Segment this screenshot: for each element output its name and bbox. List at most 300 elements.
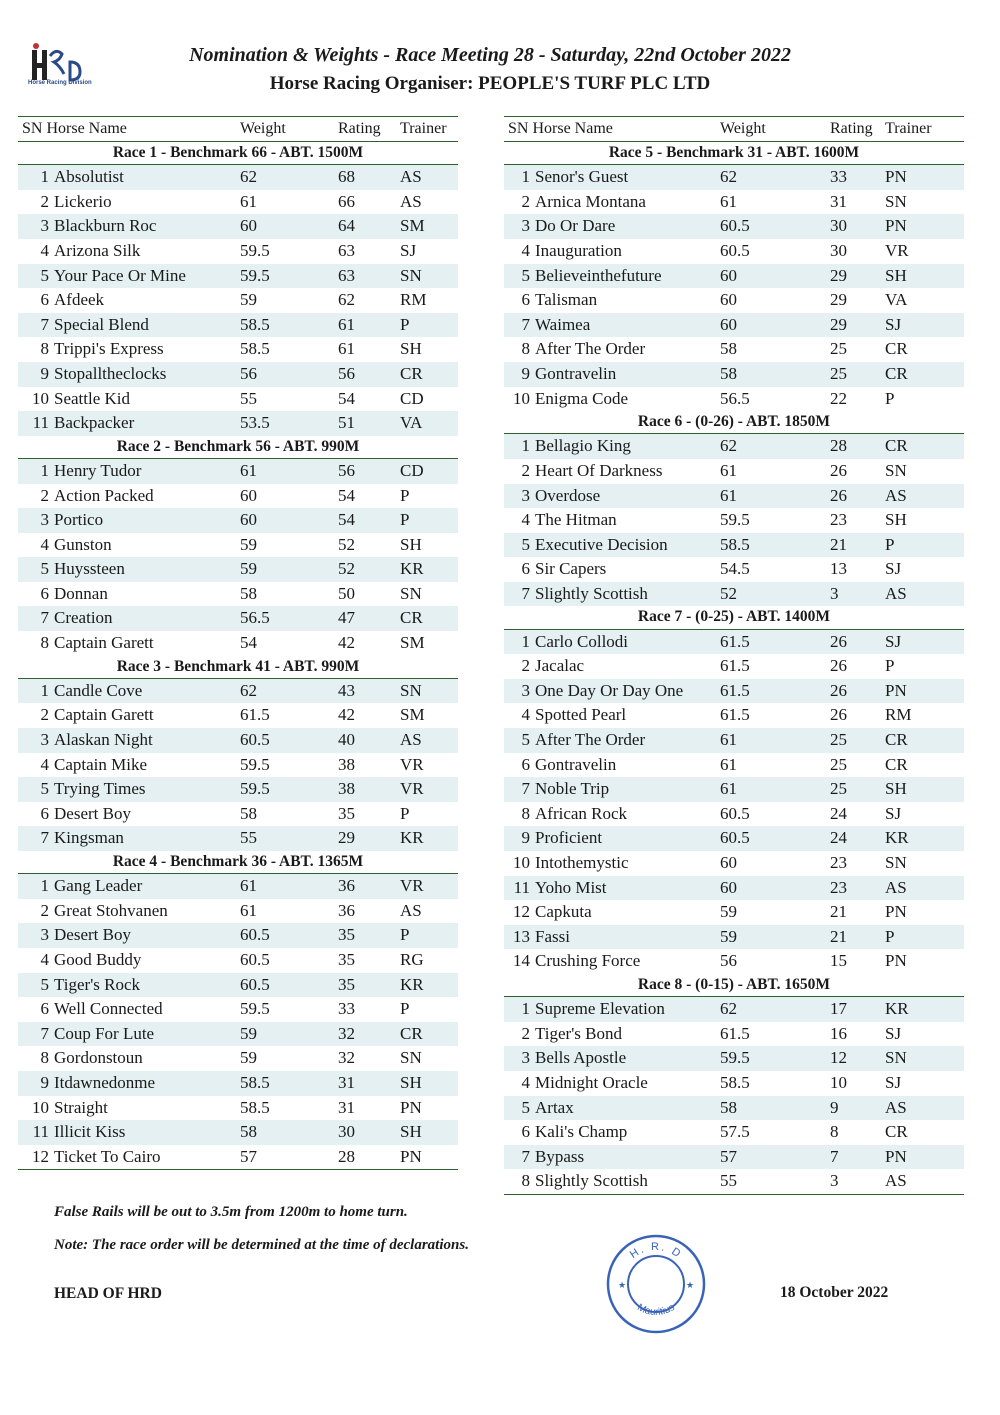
horse-name: Kali's Champ — [535, 1122, 628, 1142]
horse-weight: 60.5 — [240, 925, 270, 945]
horse-name: Sir Capers — [535, 559, 607, 579]
horse-rating: 16 — [830, 1023, 847, 1043]
horse-name: Good Buddy — [54, 949, 142, 969]
horse-rating: 56 — [338, 363, 355, 383]
table-row — [18, 777, 458, 802]
table-row — [504, 826, 964, 851]
horse-name: Henry Tudor — [54, 460, 142, 480]
horse-number: 1 — [521, 631, 530, 651]
svg-text:Mauritius — [635, 1302, 676, 1318]
horse-name: Noble Trip — [535, 779, 610, 799]
horse-number: 6 — [521, 290, 530, 310]
horse-number: 7 — [40, 608, 49, 628]
table-row — [18, 899, 458, 924]
horse-name: Creation — [54, 608, 113, 628]
horse-trainer: AS — [885, 877, 907, 897]
horse-weight: 60 — [720, 290, 737, 310]
table-row — [18, 214, 458, 239]
horse-weight: 61.5 — [720, 705, 750, 725]
horse-trainer: PN — [885, 951, 907, 971]
horse-name: Arizona Silk — [54, 240, 141, 260]
column-header-row — [504, 116, 964, 142]
horse-name: Tiger's Rock — [54, 974, 141, 994]
horse-trainer: SN — [400, 680, 422, 700]
table-row — [18, 826, 458, 851]
horse-number: 5 — [521, 1097, 530, 1117]
horse-number: 3 — [521, 485, 530, 505]
table-end-rule — [18, 1169, 458, 1170]
table-row — [18, 165, 458, 190]
horse-name: Absolutist — [54, 167, 124, 187]
horse-trainer: P — [400, 510, 410, 530]
table-row — [18, 1096, 458, 1121]
horse-number: 7 — [40, 828, 49, 848]
horse-number: 14 — [513, 951, 530, 971]
horse-name: After The Order — [535, 730, 646, 750]
horse-trainer: VA — [400, 413, 423, 433]
table-row — [18, 484, 458, 509]
horse-number: 8 — [521, 1171, 530, 1191]
horse-weight: 57 — [720, 1146, 737, 1166]
horse-rating: 26 — [830, 656, 847, 676]
horse-trainer: PN — [885, 1146, 907, 1166]
horse-rating: 15 — [830, 951, 847, 971]
horse-trainer: SH — [400, 1122, 422, 1142]
column-header-trainer: Trainer — [885, 120, 932, 137]
horse-name: Alaskan Night — [54, 730, 153, 750]
horse-trainer: VR — [400, 876, 424, 896]
horse-weight: 58.5 — [240, 339, 270, 359]
horse-name: Huyssteen — [54, 559, 125, 579]
horse-trainer: SN — [885, 191, 907, 211]
horse-name: Inauguration — [535, 240, 622, 260]
horse-trainer: P — [400, 314, 410, 334]
horse-number: 11 — [32, 1122, 49, 1142]
horse-rating: 29 — [830, 290, 847, 310]
horse-weight: 55 — [240, 388, 257, 408]
table-row — [18, 1120, 458, 1145]
horse-trainer: AS — [885, 583, 907, 603]
table-row — [18, 190, 458, 215]
horse-rating: 43 — [338, 680, 355, 700]
table-row — [18, 802, 458, 827]
table-row — [18, 508, 458, 533]
horse-weight: 52 — [720, 583, 737, 603]
table-row — [504, 264, 964, 289]
horse-name: One Day Or Day One — [535, 680, 684, 700]
horse-weight: 62 — [720, 167, 737, 187]
horse-weight: 61 — [240, 191, 257, 211]
horse-number: 3 — [40, 510, 49, 530]
horse-rating: 25 — [830, 754, 847, 774]
horse-number: 5 — [40, 974, 49, 994]
horse-name: Ticket To Cairo — [54, 1146, 161, 1166]
horse-weight: 61.5 — [720, 656, 750, 676]
table-row — [18, 1145, 458, 1170]
horse-number: 3 — [521, 216, 530, 236]
horse-name: Talisman — [535, 290, 598, 310]
horse-rating: 26 — [830, 705, 847, 725]
horse-trainer: CR — [400, 608, 423, 628]
horse-rating: 51 — [338, 413, 355, 433]
horse-weight: 59 — [240, 1048, 257, 1068]
table-row — [504, 1145, 964, 1170]
horse-trainer: AS — [400, 167, 422, 187]
horse-rating: 42 — [338, 633, 355, 653]
horse-rating: 35 — [338, 803, 355, 823]
table-row — [504, 557, 964, 582]
horse-number: 12 — [513, 902, 530, 922]
horse-number: 6 — [40, 803, 49, 823]
table-row — [504, 1071, 964, 1096]
horse-weight: 58.5 — [720, 1072, 750, 1092]
table-row — [504, 533, 964, 558]
horse-number: 10 — [513, 388, 530, 408]
table-row — [504, 434, 964, 459]
table-row — [18, 288, 458, 313]
horse-weight: 59 — [720, 902, 737, 922]
horse-trainer: SJ — [885, 1023, 902, 1043]
table-row — [504, 239, 964, 264]
horse-weight: 59.5 — [240, 999, 270, 1019]
horse-trainer: SH — [885, 510, 907, 530]
table-row — [18, 313, 458, 338]
horse-rating: 62 — [338, 290, 355, 310]
horse-number: 1 — [40, 167, 49, 187]
horse-weight: 60 — [720, 877, 737, 897]
horse-rating: 23 — [830, 877, 847, 897]
horse-rating: 7 — [830, 1146, 839, 1166]
table-row — [18, 1046, 458, 1071]
horse-name: The Hitman — [535, 510, 617, 530]
horse-weight: 61.5 — [720, 631, 750, 651]
horse-number: 4 — [521, 240, 530, 260]
table-row — [18, 923, 458, 948]
table-row — [18, 703, 458, 728]
column-header-sn_name: SN Horse Name — [22, 120, 127, 137]
horse-name: Slightly Scottish — [535, 583, 648, 603]
horse-number: 7 — [521, 583, 530, 603]
horse-rating: 26 — [830, 680, 847, 700]
column-header-rating: Rating — [338, 120, 381, 137]
race-title: Race 5 - Benchmark 31 - ABT. 1600M — [504, 142, 964, 165]
horse-rating: 32 — [338, 1023, 355, 1043]
table-row — [504, 728, 964, 753]
horse-trainer: P — [400, 803, 410, 823]
horse-weight: 60.5 — [240, 974, 270, 994]
horse-trainer: SN — [885, 1048, 907, 1068]
horse-number: 7 — [521, 779, 530, 799]
horse-name: Carlo Collodi — [535, 631, 629, 651]
stamp-top-text: H. R. D — [627, 1241, 685, 1262]
horse-number: 5 — [40, 779, 49, 799]
horse-rating: 47 — [338, 608, 355, 628]
horse-rating: 42 — [338, 705, 355, 725]
table-row — [18, 387, 458, 412]
horse-weight: 58 — [240, 583, 257, 603]
horse-weight: 59.5 — [240, 754, 270, 774]
svg-text:H. R. D — [628, 1241, 684, 1261]
horse-name: Stopalltheclocks — [54, 363, 167, 383]
horse-name: Your Pace Or Mine — [54, 265, 186, 285]
horse-rating: 64 — [338, 216, 355, 236]
horse-number: 5 — [40, 265, 49, 285]
table-row — [504, 484, 964, 509]
horse-weight: 60.5 — [720, 803, 750, 823]
horse-weight: 59.5 — [240, 779, 270, 799]
horse-trainer: AS — [885, 1171, 907, 1191]
horse-name: Senor's Guest — [535, 167, 629, 187]
horse-name: Bypass — [535, 1146, 585, 1166]
horse-number: 1 — [40, 876, 49, 896]
horse-rating: 28 — [830, 436, 847, 456]
horse-number: 4 — [40, 240, 49, 260]
horse-number: 6 — [521, 559, 530, 579]
horse-trainer: VA — [885, 290, 908, 310]
horse-name: Yoho Mist — [535, 877, 607, 897]
horse-name: Donnan — [54, 583, 108, 603]
horse-number: 2 — [40, 191, 49, 211]
organiser-title: Horse Racing Organiser: PEOPLE'S TURF PLC LTD — [269, 73, 711, 94]
table-row — [18, 631, 458, 656]
table-row — [18, 362, 458, 387]
table-row — [504, 337, 964, 362]
horse-rating: 12 — [830, 1048, 847, 1068]
horse-trainer: PN — [885, 216, 907, 236]
horse-rating: 54 — [338, 485, 355, 505]
horse-name: Bellagio King — [535, 436, 631, 456]
column-header-sn_name: SN Horse Name — [508, 120, 613, 137]
horse-rating: 23 — [830, 853, 847, 872]
horse-rating: 17 — [830, 999, 847, 1019]
horse-number: 6 — [521, 754, 530, 774]
horse-weight: 60 — [720, 853, 737, 872]
horse-weight: 53.5 — [240, 413, 270, 433]
table-row — [18, 679, 458, 704]
horse-trainer: KR — [885, 828, 909, 848]
horse-name: Well Connected — [54, 999, 163, 1019]
horse-trainer: CR — [885, 1122, 908, 1142]
horse-trainer: AS — [400, 900, 422, 920]
horse-rating: 50 — [338, 583, 355, 603]
table-row — [504, 900, 964, 925]
race-title: Race 4 - Benchmark 36 - ABT. 1365M — [18, 851, 458, 874]
horse-trainer: P — [400, 485, 410, 505]
horse-weight: 59.5 — [720, 1048, 750, 1068]
horse-weight: 61 — [240, 460, 257, 480]
horse-rating: 56 — [338, 460, 355, 480]
horse-name: Captain Garett — [54, 705, 154, 725]
table-row — [18, 973, 458, 998]
table-row — [504, 190, 964, 215]
horse-trainer: SN — [885, 853, 907, 872]
horse-name: Arnica Montana — [535, 191, 646, 211]
horse-name: Great Stohvanen — [54, 900, 168, 920]
horse-trainer: CD — [400, 460, 424, 480]
horse-trainer: VR — [885, 240, 909, 260]
horse-trainer: SM — [400, 705, 425, 725]
horse-weight: 59 — [720, 926, 737, 946]
table-row — [504, 1120, 964, 1145]
horse-number: 5 — [40, 559, 49, 579]
table-row — [18, 874, 458, 899]
horse-name: Portico — [54, 510, 104, 530]
horse-weight: 61.5 — [720, 680, 750, 700]
table-row — [504, 997, 964, 1022]
document-date: 18 October 2022 — [780, 1284, 889, 1301]
horse-name: Afdeek — [54, 290, 105, 310]
horse-number: 2 — [521, 656, 530, 676]
table-row — [18, 264, 458, 289]
horse-number: 3 — [40, 925, 49, 945]
horse-trainer: SJ — [400, 240, 417, 260]
horse-trainer: P — [885, 388, 895, 408]
horse-name: Bells Apostle — [535, 1048, 627, 1068]
table-row — [504, 582, 964, 607]
horse-number: 10 — [32, 1097, 49, 1117]
horse-weight: 58 — [240, 1122, 257, 1142]
horse-name: Straight — [54, 1097, 108, 1117]
horse-number: 6 — [40, 583, 49, 603]
race-title: Race 6 - (0-26) - ABT. 1850M — [504, 411, 964, 434]
horse-name: Enigma Code — [535, 388, 629, 408]
horse-trainer: SM — [400, 633, 425, 653]
horse-weight: 57.5 — [720, 1122, 750, 1142]
horse-trainer: SM — [400, 216, 425, 236]
horse-weight: 62 — [720, 436, 737, 456]
horse-name: Intothemystic — [535, 853, 629, 872]
column-header-weight: Weight — [720, 120, 766, 137]
table-row — [18, 533, 458, 558]
horse-number: 5 — [521, 265, 530, 285]
horse-trainer: SH — [400, 339, 422, 359]
table-row — [504, 165, 964, 190]
horse-weight: 58.5 — [720, 534, 750, 554]
table-row — [18, 948, 458, 973]
horse-weight: 56.5 — [240, 608, 270, 628]
table-row — [504, 288, 964, 313]
horse-rating: 52 — [338, 534, 355, 554]
horse-name: Gunston — [54, 534, 112, 554]
horse-name: Candle Cove — [54, 680, 143, 700]
hrd-stamp — [604, 1232, 708, 1336]
horse-name: Waimea — [535, 314, 591, 334]
page-title: Nomination & Weights - Race Meeting 28 - Saturday, 22nd October 2022 — [189, 44, 791, 66]
horse-rating: 25 — [830, 363, 847, 383]
table-row — [504, 508, 964, 533]
horse-weight: 54 — [240, 633, 257, 653]
horse-rating: 36 — [338, 900, 355, 920]
horse-number: 13 — [513, 926, 530, 946]
horse-number: 5 — [521, 534, 530, 554]
horse-number: 9 — [521, 363, 530, 383]
horse-rating: 68 — [338, 167, 355, 187]
horse-number: 10 — [32, 388, 49, 408]
table-row — [504, 753, 964, 778]
horse-number: 1 — [40, 460, 49, 480]
horse-number: 8 — [40, 339, 49, 359]
horse-trainer: SJ — [885, 803, 902, 823]
horse-weight: 60.5 — [720, 828, 750, 848]
horse-weight: 58 — [240, 803, 257, 823]
horse-weight: 57 — [240, 1146, 257, 1166]
horse-trainer: CR — [885, 730, 908, 750]
horse-trainer: KR — [885, 999, 909, 1019]
horse-name: Overdose — [535, 485, 601, 505]
horse-number: 3 — [40, 216, 49, 236]
horse-weight: 59.5 — [720, 510, 750, 530]
horse-weight: 61.5 — [240, 705, 270, 725]
svg-text:★: ★ — [686, 1280, 695, 1290]
horse-rating: 35 — [338, 974, 355, 994]
horse-trainer: P — [400, 999, 410, 1019]
horse-number: 1 — [521, 999, 530, 1019]
race-title: Race 1 - Benchmark 66 - ABT. 1500M — [18, 142, 458, 165]
horse-weight: 55 — [240, 828, 257, 848]
svg-text:★: ★ — [618, 1280, 627, 1290]
horse-rating: 33 — [830, 167, 847, 187]
horse-number: 2 — [40, 485, 49, 505]
horse-trainer: SH — [400, 534, 422, 554]
horse-rating: 9 — [830, 1097, 839, 1117]
column-header-weight: Weight — [240, 120, 286, 137]
horse-rating: 26 — [830, 631, 847, 651]
horse-name: Blackburn Roc — [54, 216, 157, 236]
table-row — [18, 606, 458, 631]
horse-trainer: SJ — [885, 314, 902, 334]
horse-name: Trippi's Express — [54, 339, 164, 359]
false-rails-note: False Rails will be out to 3.5m from 1200m to home turn. — [54, 1204, 408, 1220]
horse-number: 6 — [40, 290, 49, 310]
horse-weight: 58.5 — [240, 1097, 270, 1117]
horse-rating: 25 — [830, 339, 847, 359]
horse-rating: 21 — [830, 926, 847, 946]
horse-number: 9 — [40, 363, 49, 383]
horse-name: Desert Boy — [54, 925, 131, 945]
horse-number: 3 — [40, 730, 49, 750]
column-header-row — [18, 116, 458, 142]
horse-number: 8 — [521, 803, 530, 823]
horse-name: Lickerio — [54, 191, 112, 211]
horse-rating: 29 — [830, 265, 847, 285]
horse-name: Believeinthefuture — [535, 265, 662, 285]
horse-name: Jacalac — [535, 656, 585, 676]
horse-rating: 38 — [338, 754, 355, 774]
table-row — [504, 387, 964, 412]
horse-number: 7 — [40, 1023, 49, 1043]
horse-weight: 56 — [240, 363, 257, 383]
horse-weight: 62 — [240, 680, 257, 700]
horse-name: Do Or Dare — [535, 216, 616, 236]
table-row — [504, 459, 964, 484]
race-title: Race 3 - Benchmark 41 - ABT. 990M — [18, 656, 458, 679]
table-row — [504, 362, 964, 387]
horse-number: 8 — [40, 1048, 49, 1068]
table-row — [18, 337, 458, 362]
horse-name: Action Packed — [54, 485, 154, 505]
horse-weight: 59 — [240, 559, 257, 579]
horse-number: 8 — [521, 339, 530, 359]
horse-rating: 31 — [338, 1097, 355, 1117]
horse-name: Illicit Kiss — [54, 1122, 126, 1142]
horse-rating: 38 — [338, 779, 355, 799]
horse-trainer: SH — [885, 779, 907, 799]
horse-weight: 58 — [720, 339, 737, 359]
horse-rating: 40 — [338, 730, 355, 750]
horse-name: Special Blend — [54, 314, 149, 334]
horse-weight: 61 — [720, 754, 737, 774]
horse-name: Capkuta — [535, 902, 592, 922]
